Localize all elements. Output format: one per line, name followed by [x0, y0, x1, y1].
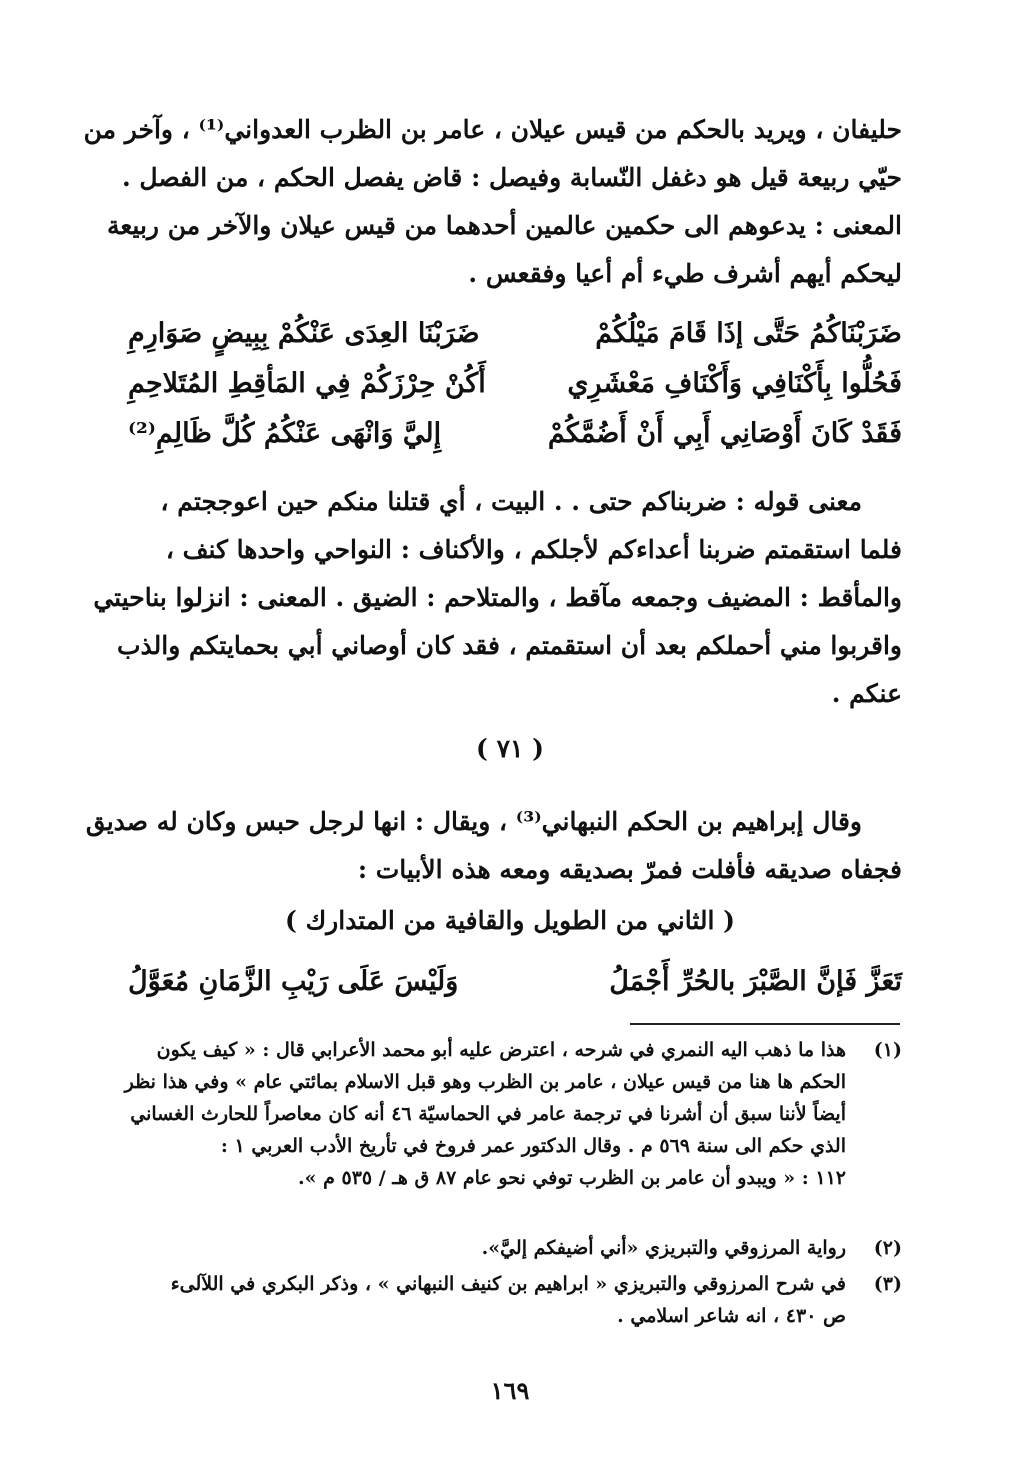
text-line: حيّي ربيعة قيل هو دغفل النّسابة وفيصل : قاض يفصل الحكم ، من الفصل . [121, 163, 902, 192]
poem-verse [128, 318, 902, 362]
text-line: عنكم . [831, 679, 902, 708]
poem-verse [128, 418, 902, 462]
text-line: وقال إبراهيم بن الحكم النبهاني⁽³⁾ ، ويقال : انها لرجل حبس وكان له صديق [85, 807, 862, 836]
verse-second-hemistich: ضَرَبْنَا العِدَى عَنْكُمْ بِبِيضٍ صَوَارِمِ [128, 318, 480, 349]
text-line: فجفاه صديقه فأفلت فمرّ بصديقه ومعه هذه الأبيات : [357, 855, 902, 884]
commentary-paragraph-1 [83, 106, 902, 298]
footnote-line: ١١٢ : « ويبدو أن عامر بن الظرب توفي نحو عام ٨٧ ق هـ / ٥٣٥ م ». [298, 1167, 846, 1189]
meter-note: ( الثاني من الطويل والقافية من المتدارك ) [285, 906, 735, 935]
verse-first-hemistich: فَحُلُّوا بِأَكْنَافِي وَأَكْنَافِ مَعْشَرِي [567, 368, 902, 399]
intro-paragraph [85, 798, 902, 894]
verse-second-hemistich: إِليَّ وَانْهَى عَنْكُمُ كُلَّ ظَالِمِ⁽²⁾ [128, 418, 442, 449]
footnote-line: الذي حكم الى سنة ٥٦٩ م . وقال الدكتور عمر فروخ في تأريخ الأدب العربي ١ : [220, 1135, 846, 1157]
commentary-paragraph-2 [93, 478, 902, 718]
footnote-line: الحكم ها هنا من قيس عيلان ، عامر بن الظرب وهو قبل الاسلام بمائتي عام » وفي هذا نظر [124, 1071, 846, 1093]
footnote-line: أيضاً لأننا سبق أن أشرنا في ترجمة عامر في الحماسيّة ٤٦ أنه كان معاصراً للحارث الغساني [130, 1103, 846, 1125]
text-line: فلما استقمتم ضربنا أعداءكم لأجلكم ، والأكناف : النواحي واحدها كنف ، [165, 535, 902, 564]
text-line: واقربوا مني أحملكم بعد أن استقمتم ، فقد كان أوصاني أبي بحمايتكم والذب [116, 631, 902, 660]
poem-verse [128, 368, 902, 412]
footnote-2 [128, 1232, 902, 1264]
footnote-line: في شرح المرزوقي والتبريزي « ابراهيم بن كنيف النبهاني » ، وذكر البكري في اللآلىء [170, 1273, 846, 1295]
text-line: معنى قوله : ضربناكم حتى . . البيت ، أي قتلنا منكم حين اعوججتم ، [160, 487, 862, 516]
section-number: ( ٧١ ) [476, 734, 544, 763]
footnote-line: ص ٤٣٠ ، انه شاعر اسلامي . [617, 1305, 846, 1327]
poem-verse [128, 966, 902, 1010]
verse-first-hemistich: فَقَدْ كَانَ أَوْصَانِي أَبِي أَنْ أَضُمَّكُمْ [547, 418, 902, 449]
verse-first-hemistich: تَعَزَّ فَإنَّ الصَّبْرَ بالحُرِّ أَجْمَلُ [609, 966, 902, 997]
verse-second-hemistich: وَلَيْسَ عَلَى رَيْبِ الزَّمَانِ مُعَوَّلُ [128, 966, 459, 997]
text-line: والمأقط : المضيف وجمعه مآقط ، والمتلاحم : الضيق . المعنى : انزلوا بناحيتي [93, 583, 902, 612]
text-line: المعنى : يدعوهم الى حكمين عالمين أحدهما من قيس عيلان والآخر من ربيعة [106, 211, 902, 240]
verse-first-hemistich: ضَرَبْنَاكُمُ حَتَّى إذَا قَامَ مَيْلُكُمْ [595, 318, 902, 349]
page-number: ١٦٩ [490, 1376, 530, 1405]
footnote-number: (٢) [873, 1237, 902, 1259]
footnote-line: رواية المرزوقي والتبريزي «أني أضيفكم إليَّ». [481, 1237, 846, 1259]
footnote-1 [124, 1034, 902, 1194]
footnote-3 [128, 1268, 902, 1332]
verse-second-hemistich: أَكُنْ حِرْزَكُمْ فِي المَأقِطِ المُتَلاحِمِ [128, 368, 486, 399]
text-line: حليفان ، ويريد بالحكم من قيس عيلان ، عامر بن الظرب العدواني⁽¹⁾ ، وآخر من [83, 115, 902, 144]
footnote-number: (١) [873, 1039, 902, 1061]
footnote-divider [630, 1023, 900, 1025]
text-line: ليحكم أيهم أشرف طيء أم أعيا وفقعس . [468, 259, 902, 288]
footnote-line: هذا ما ذهب اليه النمري في شرحه ، اعترض عليه أبو محمد الأعرابي قال : « كيف يكون [156, 1039, 846, 1061]
footnote-number: (٣) [873, 1273, 902, 1295]
